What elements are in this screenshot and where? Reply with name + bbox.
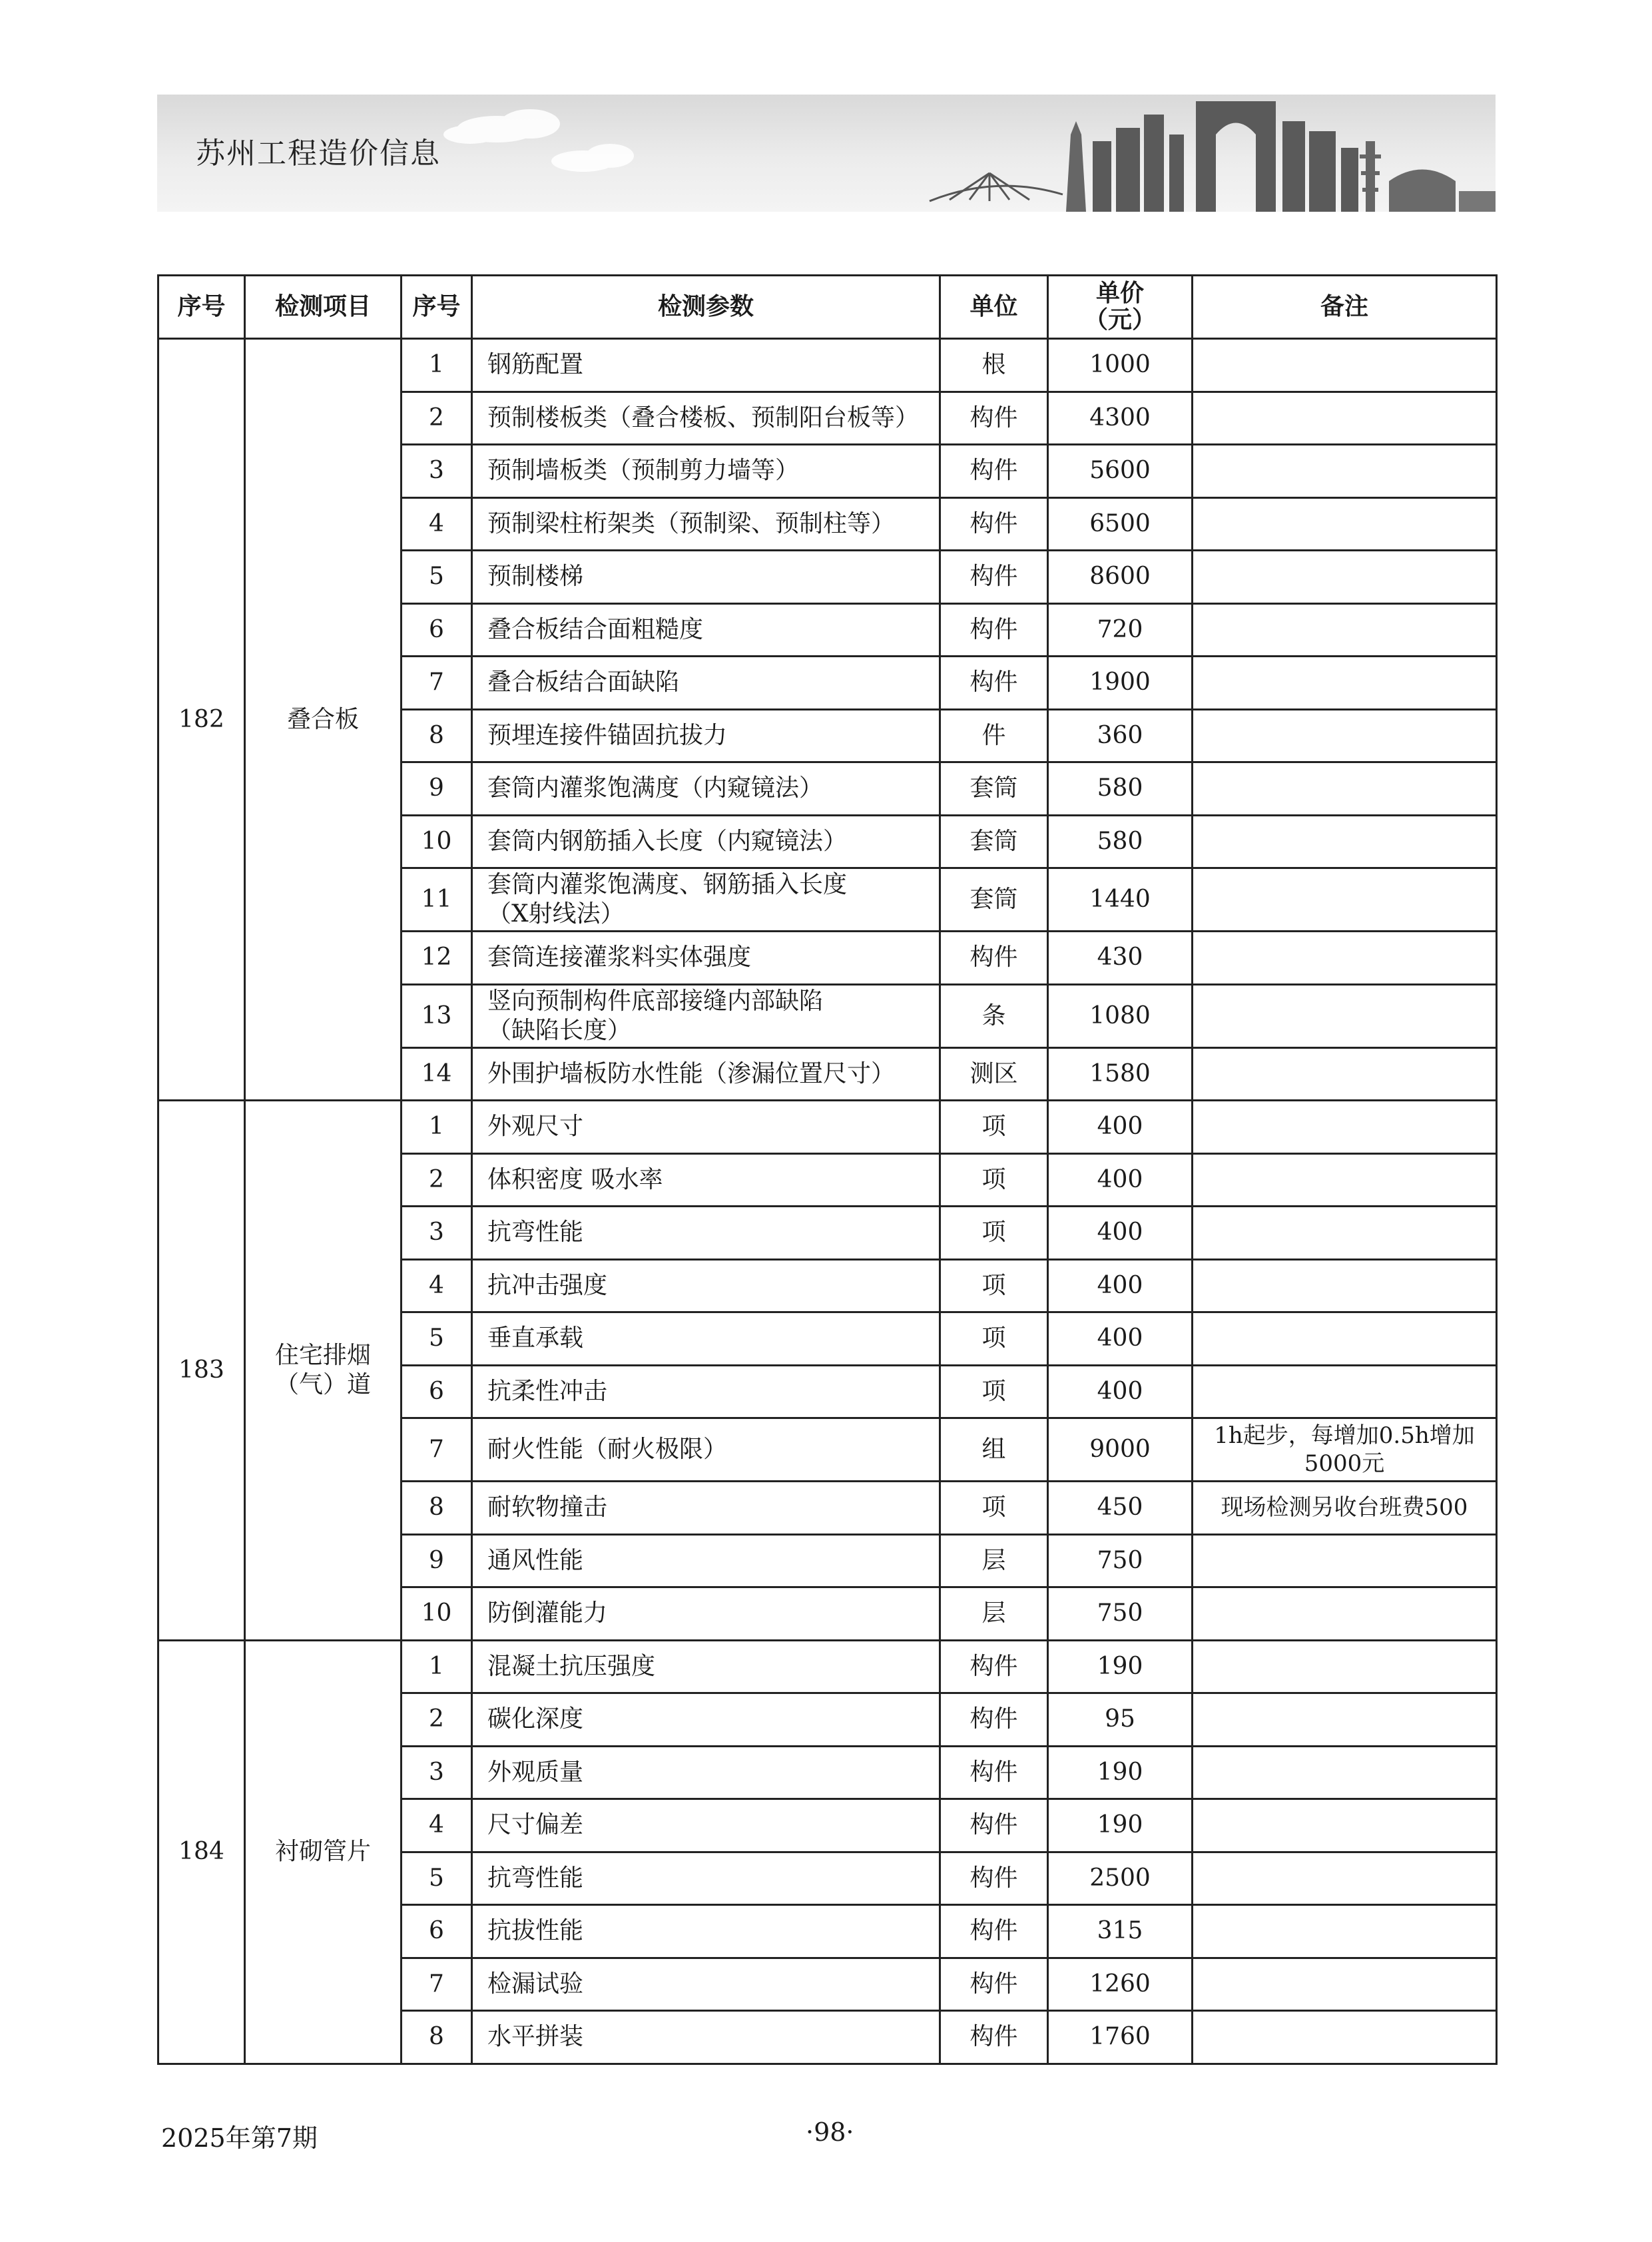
unit: 根	[940, 339, 1048, 392]
test-parameter: 抗冲击强度	[472, 1259, 940, 1312]
remark	[1193, 1693, 1497, 1747]
unit-price: 430	[1048, 932, 1193, 985]
header-price: 单价 （元）	[1048, 276, 1193, 339]
table-header	[158, 276, 1497, 339]
remark	[1193, 932, 1497, 985]
test-parameter: 外观质量	[472, 1746, 940, 1799]
group-item: 衬砌管片	[245, 1640, 402, 2064]
sub-number: 14	[402, 1047, 472, 1101]
test-parameter: 抗拔性能	[472, 1905, 940, 1958]
sub-number: 4	[402, 1259, 472, 1312]
test-parameter: 预制楼板类（叠合楼板、预制阳台板等）	[472, 392, 940, 445]
unit-price: 400	[1048, 1153, 1193, 1207]
sub-number: 6	[402, 1905, 472, 1958]
table-body	[158, 339, 1497, 2064]
header-note: 备注	[1193, 276, 1497, 339]
test-parameter: 套筒内钢筋插入长度（内窥镜法）	[472, 815, 940, 868]
test-parameter: 耐火性能（耐火极限）	[472, 1418, 940, 1482]
header-param: 检测参数	[472, 276, 940, 339]
unit: 项	[940, 1312, 1048, 1366]
sub-number: 7	[402, 1958, 472, 2011]
header-group-no: 序号	[158, 276, 245, 339]
remark	[1193, 868, 1497, 932]
unit: 构件	[940, 1905, 1048, 1958]
header-banner	[157, 95, 1496, 212]
test-parameter: 叠合板结合面粗糙度	[472, 603, 940, 657]
group-number: 184	[158, 1640, 245, 2064]
remark	[1193, 603, 1497, 657]
unit-price: 1260	[1048, 1958, 1193, 2011]
sub-number: 9	[402, 1534, 472, 1587]
test-parameter: 垂直承载	[472, 1312, 940, 1366]
sub-number: 1	[402, 1101, 472, 1154]
sub-number: 4	[402, 1799, 472, 1852]
test-parameter: 预制墙板类（预制剪力墙等）	[472, 445, 940, 498]
remark	[1193, 1207, 1497, 1260]
unit: 构件	[940, 1799, 1048, 1852]
remark	[1193, 1852, 1497, 1905]
sub-number: 10	[402, 815, 472, 868]
remark	[1193, 392, 1497, 445]
sub-number: 11	[402, 868, 472, 932]
unit: 组	[940, 1418, 1048, 1482]
remark	[1193, 1640, 1497, 1693]
remark	[1193, 2011, 1497, 2064]
unit: 套筒	[940, 868, 1048, 932]
unit-price: 8600	[1048, 551, 1193, 604]
unit: 项	[940, 1101, 1048, 1154]
test-parameter: 叠合板结合面缺陷	[472, 657, 940, 710]
remark	[1193, 657, 1497, 710]
test-parameter: 通风性能	[472, 1534, 940, 1587]
unit-price: 9000	[1048, 1418, 1193, 1482]
sub-number: 8	[402, 709, 472, 762]
unit: 项	[940, 1207, 1048, 1260]
test-parameter: 碳化深度	[472, 1693, 940, 1747]
table-row	[158, 339, 1497, 392]
unit-price: 580	[1048, 762, 1193, 816]
unit-price: 4300	[1048, 392, 1193, 445]
unit-price: 1900	[1048, 657, 1193, 710]
unit: 套筒	[940, 762, 1048, 816]
test-parameter: 水平拼装	[472, 2011, 940, 2064]
sub-number: 8	[402, 1482, 472, 1535]
remark	[1193, 984, 1497, 1047]
unit-price: 1440	[1048, 868, 1193, 932]
unit-price: 1760	[1048, 2011, 1193, 2064]
unit: 项	[940, 1259, 1048, 1312]
test-parameter: 抗柔性冲击	[472, 1365, 940, 1418]
unit-price: 400	[1048, 1312, 1193, 1366]
issue-number: 2025年第7期	[161, 2123, 318, 2153]
test-parameter: 外围护墙板防水性能（渗漏位置尺寸）	[472, 1047, 940, 1101]
remark	[1193, 1799, 1497, 1852]
unit-price: 450	[1048, 1482, 1193, 1535]
sub-number: 2	[402, 392, 472, 445]
remark	[1193, 1534, 1497, 1587]
test-parameter: 预制梁柱桁架类（预制梁、预制柱等）	[472, 497, 940, 551]
remark	[1193, 762, 1497, 816]
unit: 层	[940, 1587, 1048, 1641]
sub-number: 5	[402, 551, 472, 604]
unit-price: 580	[1048, 815, 1193, 868]
test-parameter: 尺寸偏差	[472, 1799, 940, 1852]
unit-price: 400	[1048, 1259, 1193, 1312]
test-parameter: 预埋连接件锚固抗拔力	[472, 709, 940, 762]
unit-price: 190	[1048, 1640, 1193, 1693]
remark	[1193, 497, 1497, 551]
unit: 项	[940, 1153, 1048, 1207]
test-parameter: 检漏试验	[472, 1958, 940, 2011]
unit-price: 95	[1048, 1693, 1193, 1747]
remark	[1193, 709, 1497, 762]
unit-price: 2500	[1048, 1852, 1193, 1905]
test-parameter: 套筒内灌浆饱满度（内窥镜法）	[472, 762, 940, 816]
unit-price: 1580	[1048, 1047, 1193, 1101]
group-number: 183	[158, 1101, 245, 1641]
group-number: 182	[158, 339, 245, 1101]
sub-number: 2	[402, 1693, 472, 1747]
unit: 套筒	[940, 815, 1048, 868]
unit: 构件	[940, 1958, 1048, 2011]
group-item: 住宅排烟 （气）道	[245, 1101, 402, 1641]
remark	[1193, 339, 1497, 392]
unit: 构件	[940, 1746, 1048, 1799]
unit: 构件	[940, 932, 1048, 985]
remark	[1193, 551, 1497, 604]
price-table	[157, 274, 1498, 2065]
remark	[1193, 445, 1497, 498]
header-sub-no: 序号	[402, 276, 472, 339]
sub-number: 1	[402, 1640, 472, 1693]
sub-number: 9	[402, 762, 472, 816]
sub-number: 7	[402, 657, 472, 710]
remark	[1193, 1259, 1497, 1312]
remark: 1h起步，每增加0.5h增加 5000元	[1193, 1418, 1497, 1482]
test-parameter: 混凝土抗压强度	[472, 1640, 940, 1693]
unit-price: 400	[1048, 1365, 1193, 1418]
remark	[1193, 1101, 1497, 1154]
page-number: ·98·	[806, 2117, 854, 2147]
remark	[1193, 1587, 1497, 1641]
unit: 构件	[940, 392, 1048, 445]
remark	[1193, 1047, 1497, 1101]
unit-price: 360	[1048, 709, 1193, 762]
sub-number: 1	[402, 339, 472, 392]
test-parameter: 抗弯性能	[472, 1207, 940, 1260]
sub-number: 6	[402, 603, 472, 657]
unit: 条	[940, 984, 1048, 1047]
publication-title: 苏州工程造价信息	[196, 137, 441, 170]
table-row	[158, 1640, 1497, 1693]
sub-number: 6	[402, 1365, 472, 1418]
sub-number: 3	[402, 445, 472, 498]
test-parameter: 预制楼梯	[472, 551, 940, 604]
sub-number: 5	[402, 1852, 472, 1905]
test-parameter: 外观尺寸	[472, 1101, 940, 1154]
unit-price: 1000	[1048, 339, 1193, 392]
unit: 测区	[940, 1047, 1048, 1101]
remark	[1193, 1958, 1497, 2011]
unit: 项	[940, 1365, 1048, 1418]
unit: 构件	[940, 445, 1048, 498]
sub-number: 12	[402, 932, 472, 985]
test-parameter: 耐软物撞击	[472, 1482, 940, 1535]
test-parameter: 竖向预制构件底部接缝内部缺陷 （缺陷长度）	[472, 984, 940, 1047]
sub-number: 4	[402, 497, 472, 551]
group-item: 叠合板	[245, 339, 402, 1101]
sub-number: 3	[402, 1207, 472, 1260]
unit: 构件	[940, 497, 1048, 551]
unit-price: 750	[1048, 1534, 1193, 1587]
sub-number: 2	[402, 1153, 472, 1207]
unit: 项	[940, 1482, 1048, 1535]
remark	[1193, 815, 1497, 868]
remark	[1193, 1312, 1497, 1366]
test-parameter: 套筒内灌浆饱满度、钢筋插入长度 （X射线法）	[472, 868, 940, 932]
unit: 构件	[940, 1640, 1048, 1693]
unit: 构件	[940, 2011, 1048, 2064]
test-parameter: 防倒灌能力	[472, 1587, 940, 1641]
remark	[1193, 1365, 1497, 1418]
remark: 现场检测另收台班费500	[1193, 1482, 1497, 1535]
unit-price: 750	[1048, 1587, 1193, 1641]
sub-number: 3	[402, 1746, 472, 1799]
unit-price: 720	[1048, 603, 1193, 657]
unit: 构件	[940, 603, 1048, 657]
unit-price: 190	[1048, 1746, 1193, 1799]
unit-price: 1080	[1048, 984, 1193, 1047]
unit: 构件	[940, 1852, 1048, 1905]
unit: 件	[940, 709, 1048, 762]
table-row	[158, 1101, 1497, 1154]
unit-price: 315	[1048, 1905, 1193, 1958]
unit-price: 6500	[1048, 497, 1193, 551]
remark	[1193, 1153, 1497, 1207]
remark	[1193, 1746, 1497, 1799]
sub-number: 5	[402, 1312, 472, 1366]
test-parameter: 套筒连接灌浆料实体强度	[472, 932, 940, 985]
sub-number: 7	[402, 1418, 472, 1482]
unit-price: 400	[1048, 1101, 1193, 1154]
header-item: 检测项目	[245, 276, 402, 339]
sub-number: 8	[402, 2011, 472, 2064]
header-unit: 单位	[940, 276, 1048, 339]
unit-price: 5600	[1048, 445, 1193, 498]
sub-number: 13	[402, 984, 472, 1047]
unit-price: 190	[1048, 1799, 1193, 1852]
unit: 层	[940, 1534, 1048, 1587]
unit: 构件	[940, 1693, 1048, 1747]
sub-number: 10	[402, 1587, 472, 1641]
remark	[1193, 1905, 1497, 1958]
header-row	[158, 276, 1497, 339]
unit-price: 400	[1048, 1207, 1193, 1260]
test-parameter: 抗弯性能	[472, 1852, 940, 1905]
unit: 构件	[940, 657, 1048, 710]
test-parameter: 体积密度 吸水率	[472, 1153, 940, 1207]
unit: 构件	[940, 551, 1048, 604]
test-parameter: 钢筋配置	[472, 339, 940, 392]
